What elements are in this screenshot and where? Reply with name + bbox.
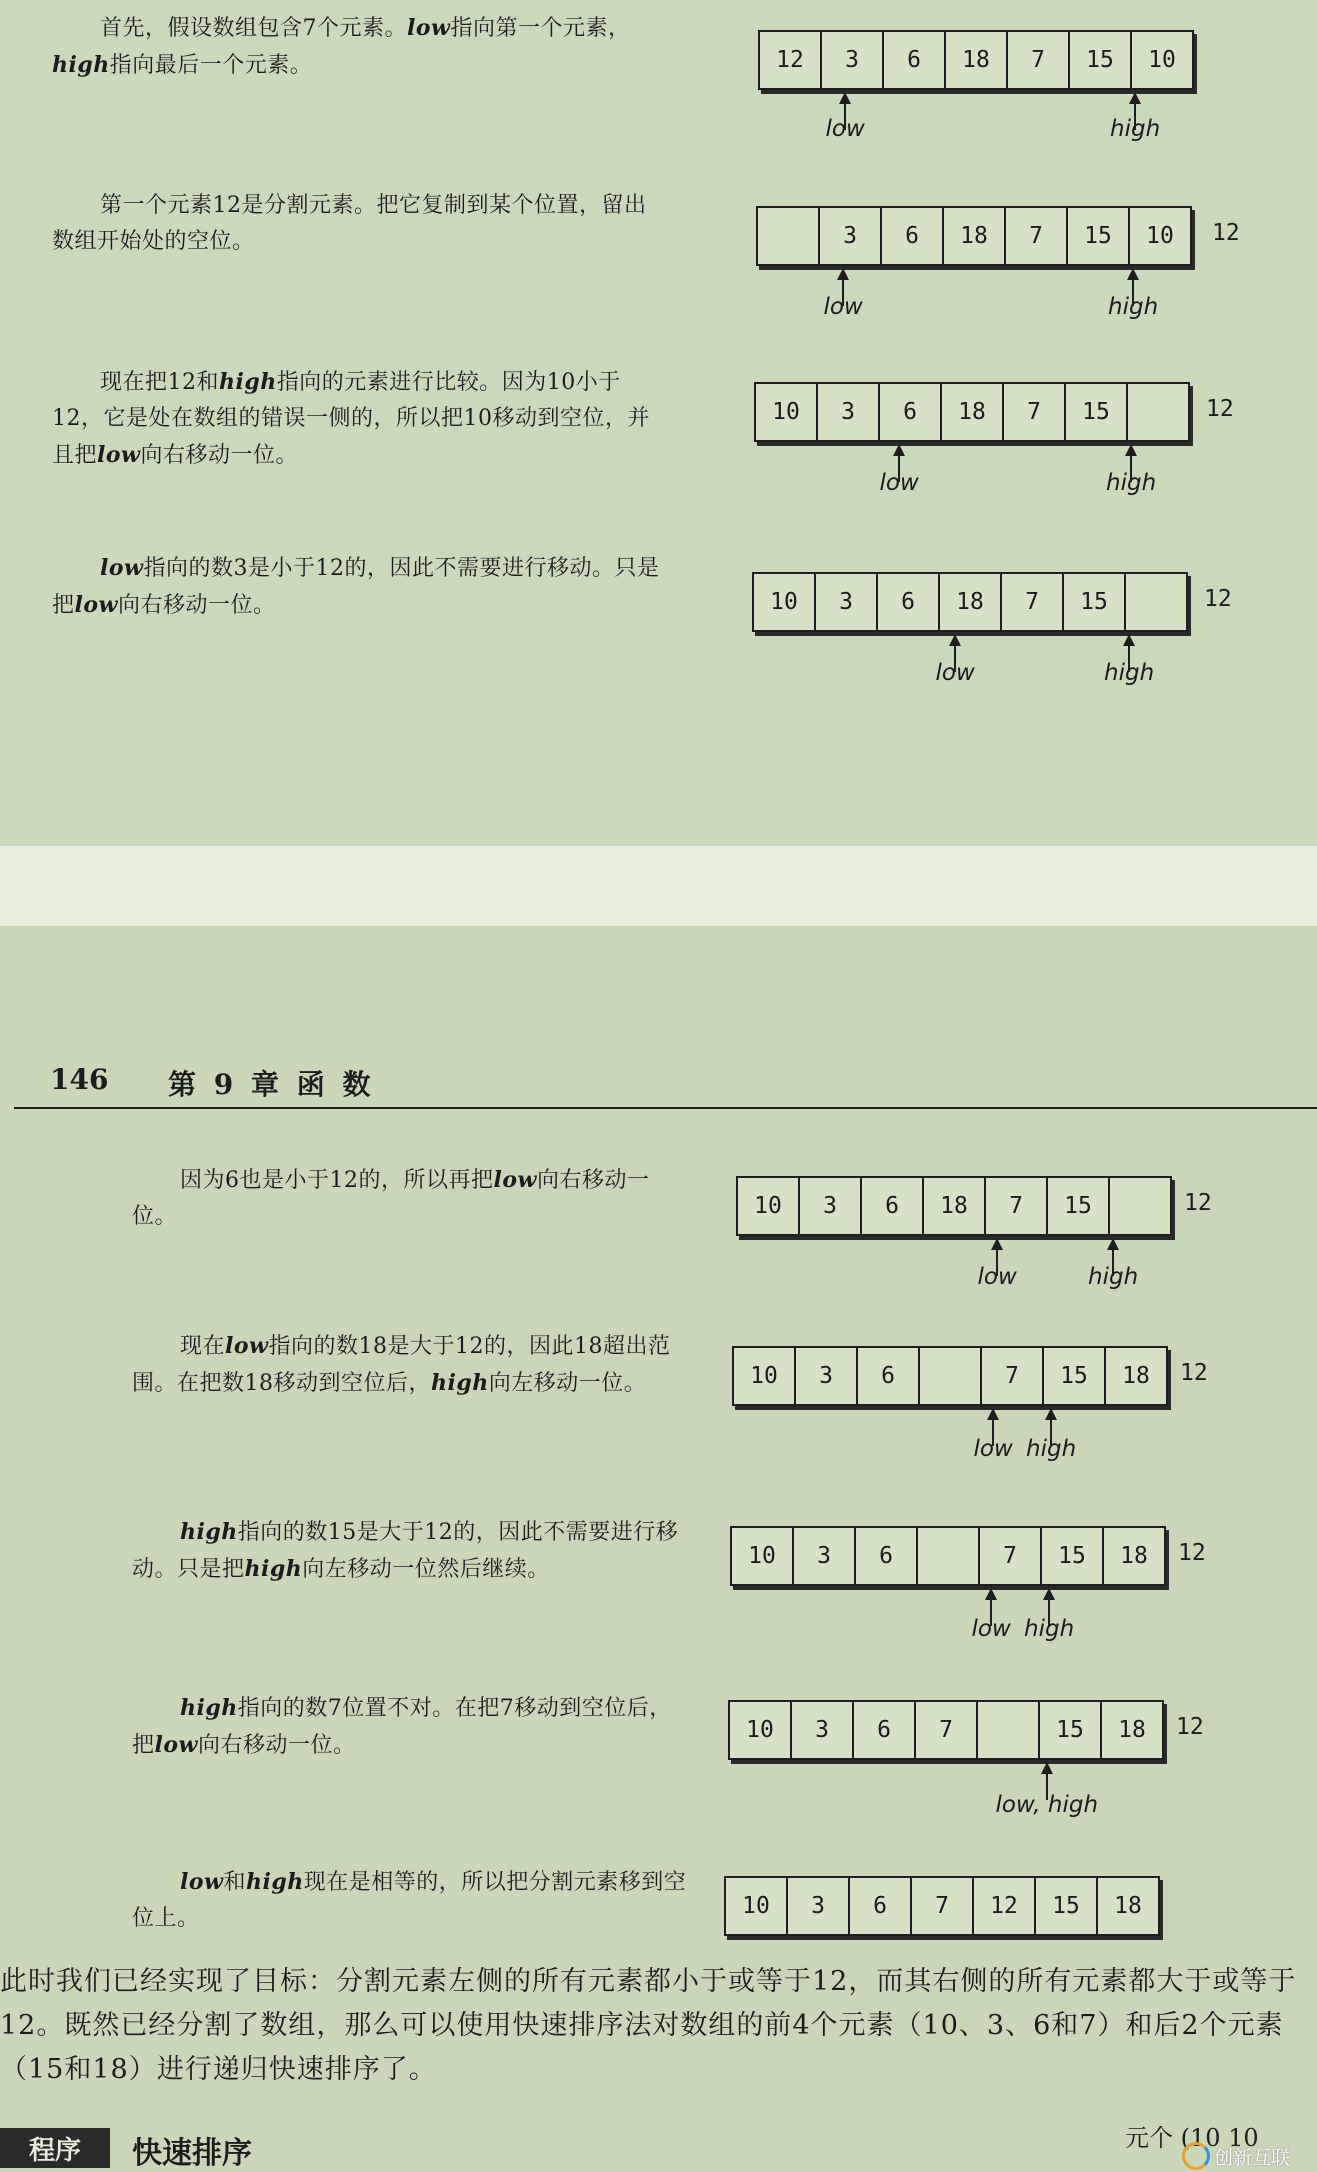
- array-cell: 15: [1042, 1346, 1106, 1406]
- array-cell: 18: [1104, 1346, 1168, 1406]
- array-cell: 3: [820, 30, 884, 90]
- array-cell: [756, 206, 820, 266]
- array-cell: 18: [922, 1176, 986, 1236]
- array-cell: 7: [978, 1526, 1042, 1586]
- array-cell: 3: [798, 1176, 862, 1236]
- array-cell: 6: [878, 382, 942, 442]
- step-description: 第一个元素12是分割元素。把它复制到某个位置，留出数组开始处的空位。: [52, 193, 647, 254]
- array-cell: [916, 1526, 980, 1586]
- pointer-label: high: [1104, 660, 1155, 686]
- array-diagram: [736, 1176, 1172, 1236]
- array-cell: 15: [1062, 572, 1126, 632]
- program-tag: 程序: [0, 2128, 110, 2168]
- array-cell: 3: [814, 572, 878, 632]
- array-cell: 15: [1038, 1700, 1102, 1760]
- array-diagram: [758, 30, 1194, 90]
- array-cell: 18: [1102, 1526, 1166, 1586]
- step-description: 现在low指向的数18是大于12的，因此18超出范围。在把数18移动到空位后，high向左移动一位。: [132, 1333, 671, 1396]
- cutoff-text: 元个 (10 10: [1125, 2124, 1259, 2152]
- array-cell: [1124, 572, 1188, 632]
- pivot-value: 12: [1206, 396, 1234, 422]
- watermark-text: 创新互联: [1214, 2146, 1291, 2169]
- array-diagram: [724, 1876, 1160, 1936]
- array-diagram: [728, 1700, 1164, 1760]
- array-cell: 15: [1064, 382, 1128, 442]
- array-diagram: [756, 206, 1192, 266]
- array-cell: 18: [942, 206, 1006, 266]
- array-cell: 15: [1034, 1876, 1098, 1936]
- array-cell: 10: [754, 382, 818, 442]
- array-diagram: [732, 1346, 1168, 1406]
- array-cell: 10: [736, 1176, 800, 1236]
- array-cell: 3: [816, 382, 880, 442]
- array-diagram: [752, 572, 1188, 632]
- chapter-title: 第 9 章 函 数: [168, 1068, 375, 1101]
- summary-paragraph: 此时我们已经实现了目标：分割元素左侧的所有元素都小于或等于12，而其右侧的所有元素都大于或等于12。既然已经分割了数组，那么可以使用快速排序法对数组的前4个元素（10、3、6和7）和后2个元素（15和18）进行递归快速排序了。: [0, 1966, 1297, 2085]
- array-cell: 6: [880, 206, 944, 266]
- array-cell: 7: [1004, 206, 1068, 266]
- array-cell: 3: [792, 1526, 856, 1586]
- array-cell: 6: [856, 1346, 920, 1406]
- pointer-label: low: [973, 1436, 1013, 1462]
- pointer-label: high: [1110, 116, 1161, 142]
- array-cell: 12: [758, 30, 822, 90]
- pivot-value: 12: [1176, 1714, 1204, 1740]
- array-cell: 10: [1130, 30, 1194, 90]
- array-cell: 6: [860, 1176, 924, 1236]
- array-cell: 10: [752, 572, 816, 632]
- array-cell: 7: [1002, 382, 1066, 442]
- array-cell: 15: [1040, 1526, 1104, 1586]
- array-cell: 3: [794, 1346, 858, 1406]
- pointer-label: low: [823, 294, 863, 320]
- step-description: low指向的数3是小于12的，因此不需要进行移动。只是把low向右移动一位。: [52, 555, 660, 618]
- program-title: 快速排序: [132, 2136, 252, 2171]
- array-cell: 6: [876, 572, 940, 632]
- array-cell: 3: [790, 1700, 854, 1760]
- pivot-value: 12: [1204, 586, 1232, 612]
- pivot-value: 12: [1212, 220, 1240, 246]
- header-rule: [14, 1107, 1317, 1109]
- array-cell: [976, 1700, 1040, 1760]
- array-cell: 7: [1006, 30, 1070, 90]
- pointer-label: low: [879, 470, 919, 496]
- array-cell: 3: [786, 1876, 850, 1936]
- step-description: high指向的数7位置不对。在把7移动到空位后，把low向右移动一位。: [132, 1695, 672, 1758]
- pointer-label: low: [825, 116, 865, 142]
- page-number: 146: [50, 1063, 109, 1096]
- array-cell: 7: [910, 1876, 974, 1936]
- array-cell: 18: [944, 30, 1008, 90]
- watermark-logo: [1182, 2142, 1290, 2170]
- array-cell: [1108, 1176, 1172, 1236]
- step-description: 首先，假设数组包含7个元素。low指向第一个元素，high指向最后一个元素。: [52, 15, 631, 78]
- pointer-label: low: [971, 1616, 1011, 1642]
- array-cell: 7: [914, 1700, 978, 1760]
- pivot-value: 12: [1180, 1360, 1208, 1386]
- array-diagram: [754, 382, 1190, 442]
- array-cell: 6: [854, 1526, 918, 1586]
- array-cell: 12: [972, 1876, 1036, 1936]
- pointer-label: high: [1108, 294, 1159, 320]
- pointer-label: high: [1106, 470, 1157, 496]
- pointer-label: low: [977, 1264, 1017, 1290]
- array-cell: 15: [1066, 206, 1130, 266]
- array-cell: 10: [1128, 206, 1192, 266]
- array-cell: [918, 1346, 982, 1406]
- array-cell: [1126, 382, 1190, 442]
- array-cell: 15: [1068, 30, 1132, 90]
- array-diagram: [730, 1526, 1166, 1586]
- array-cell: 7: [984, 1176, 1048, 1236]
- pivot-value: 12: [1184, 1190, 1212, 1216]
- array-cell: 7: [1000, 572, 1064, 632]
- array-cell: 6: [852, 1700, 916, 1760]
- array-cell: 10: [728, 1700, 792, 1760]
- array-cell: 18: [1096, 1876, 1160, 1936]
- step-description: high指向的数15是大于12的，因此不需要进行移动。只是把high向左移动一位然后继续。: [132, 1519, 679, 1582]
- pointer-label: high: [1088, 1264, 1139, 1290]
- array-cell: 7: [980, 1346, 1044, 1406]
- step-description: 现在把12和high指向的元素进行比较。因为10小于12，它是处在数组的错误一侧的，所以把10移动到空位，并且把low向右移动一位。: [52, 369, 650, 468]
- array-cell: 18: [940, 382, 1004, 442]
- array-cell: 10: [730, 1526, 794, 1586]
- array-cell: 6: [848, 1876, 912, 1936]
- array-cell: 15: [1046, 1176, 1110, 1236]
- step-description: low和high现在是相等的，所以把分割元素移到空位上。: [132, 1869, 687, 1931]
- pointer-label: high: [1026, 1436, 1077, 1462]
- array-cell: 18: [938, 572, 1002, 632]
- page-gap: [0, 846, 1317, 926]
- array-cell: 6: [882, 30, 946, 90]
- array-cell: 3: [818, 206, 882, 266]
- array-cell: 10: [732, 1346, 796, 1406]
- pointer-label: high: [1024, 1616, 1075, 1642]
- logo-icon: [1182, 2142, 1210, 2170]
- pointer-label: low, high: [995, 1792, 1099, 1818]
- array-cell: 18: [1100, 1700, 1164, 1760]
- pointer-label: low: [935, 660, 975, 686]
- array-cell: 10: [724, 1876, 788, 1936]
- step-description: 因为6也是小于12的，所以再把low向右移动一位。: [132, 1167, 650, 1229]
- pivot-value: 12: [1178, 1540, 1206, 1566]
